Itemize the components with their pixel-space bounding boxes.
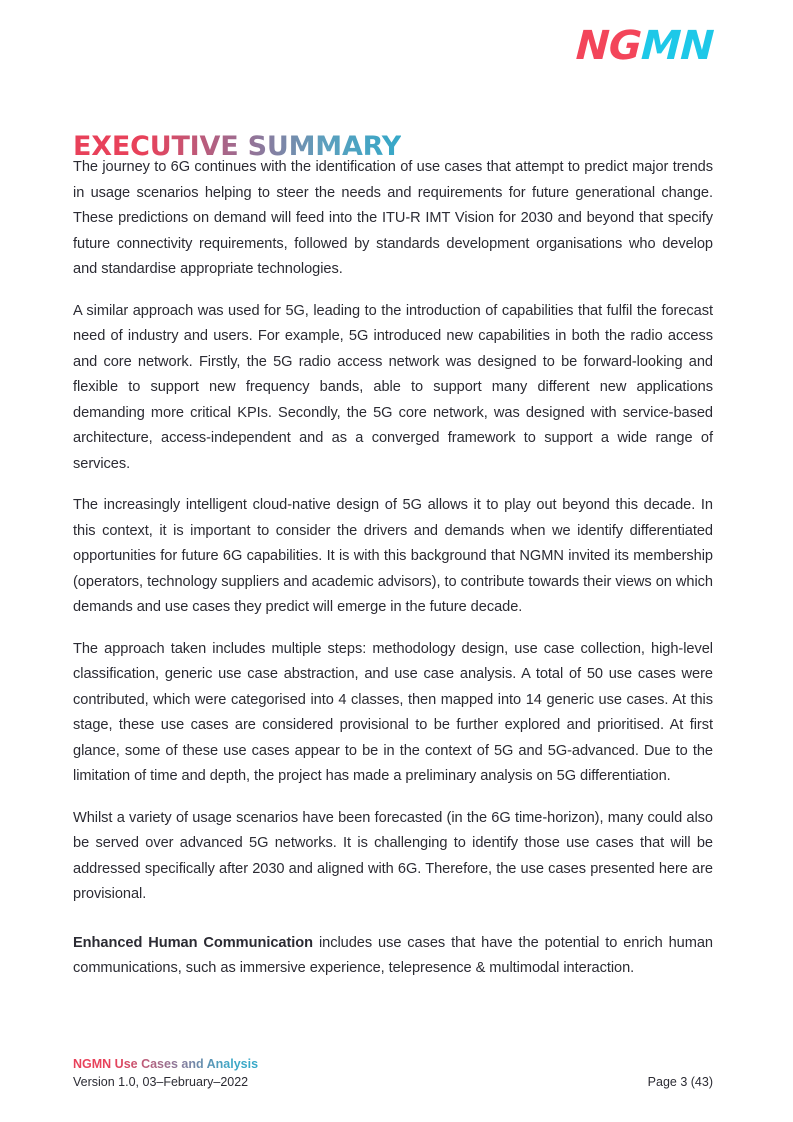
paragraph-3: The increasingly intelligent cloud-native design of 5G allows it to play out beyond this decade. In this context, it is important to consider the drivers and demands when we identify differentiated opportunities for future 6G capabilities. It is with this background that NGMN invited its membership (operators, technology suppliers and academic advisors), to contribute towards their views on which demands and use cases they predict will emerge in the future decade. [73,497,713,615]
footer-version: Version 1.0, 03–February–2022 [73,1075,249,1089]
paragraph-5: Whilst a variety of usage scenarios have been forecasted (in the 6G time-horizon), many could also be served over advanced 5G networks. It is challenging to identify those use cases that will be addressed specifically after 2030 and aligned with 6G. Therefore, the use cases presented here are provisional. [73,809,713,902]
logo-text-ng: NG [575,23,643,69]
paragraph-6-rest: includes use cases that have the potential to enrich human communications, such as immersive experience, telepresence & multimodal interaction. [73,934,713,976]
paragraph-4: The approach taken includes multiple steps: methodology design, use case collection, high-level classification, generic use case abstraction, and use case analysis. A total of 50 use cases were contributed, which were categorised into 4 classes, then mapped into 14 generic use cases. At this stage, these use cases are considered provisional to be further explored and prioritised. At first glance, some of these use cases appear to be in the context of 5G and 5G-advanced. Due to the limitation of time and depth, the project has made a preliminary analysis on 5G differentiation. [73,640,713,784]
bold-lead-in: Enhanced Human Communication [73,934,314,951]
page-footer [73,1055,713,1092]
paragraph-2: A similar approach was used for 5G, leading to the introduction of capabilities that fulfil the forecast need of industry and users. For example, 5G introduced new capabilities in both the radio access and core network. Firstly, the 5G radio access network was designed to be forward-looking and flexible to support new frequency bands, able to support many different new applications demanding more critical KPIs. Secondly, the 5G core network, was designed with service-based architecture, access-independent and as a converged framework to support a wide range of services. [73,302,713,472]
footer-document-title: NGMN Use Cases and Analysis [73,1057,259,1071]
paragraph-1: The journey to 6G continues with the identification of use cases that attempt to predict major trends in usage scenarios helping to steer the needs and requirements for future generational change. These predictions on demand will feed into the ITU-R IMT Vision for 2030 and beyond that specify future connectivity requirements, followed by standards development organisations who develop and standardise appropriate technologies. [73,159,713,277]
page-title: EXECUTIVE SUMMARY [73,131,402,163]
ngmn-logo [575,23,716,69]
footer-page-number: Page 3 (43) [647,1075,713,1089]
paragraph-6-enhanced-human-communication [73,931,713,982]
logo-text-mn: MN [640,23,716,69]
document-body [73,155,713,982]
footer-meta-row [73,1073,713,1092]
